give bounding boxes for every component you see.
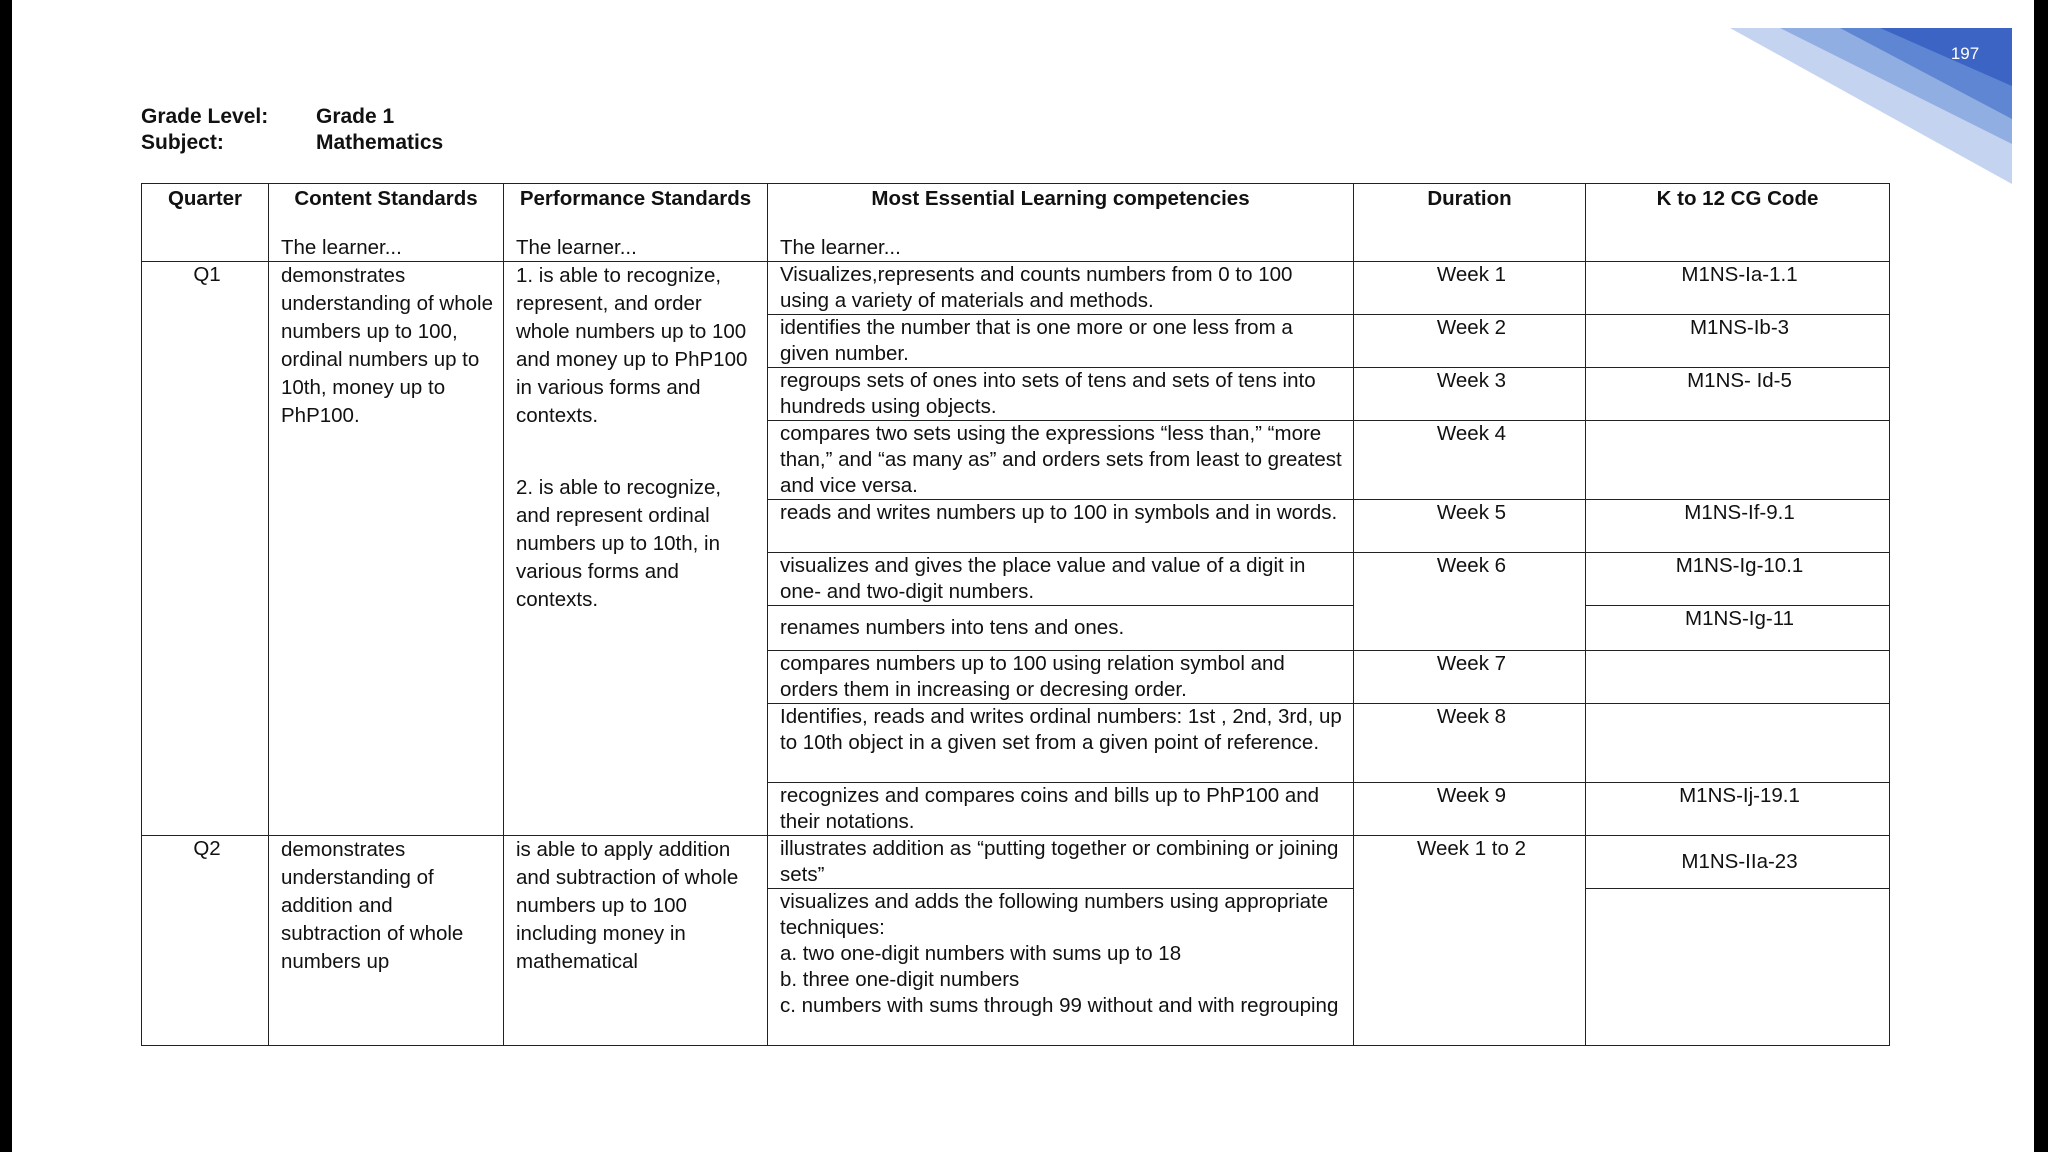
- duration-cell: Week 1 to 2: [1354, 836, 1586, 1046]
- competency-cell: identifies the number that is one more or one less from a given number.: [768, 315, 1354, 368]
- duration-cell: Week 8: [1354, 704, 1586, 783]
- code-cell: M1NS-Ib-3: [1586, 315, 1890, 368]
- col-header-cg-code: K to 12 CG Code: [1586, 184, 1890, 262]
- subject-label: Subject:: [141, 131, 224, 154]
- code-cell: M1NS- Id-5: [1586, 368, 1890, 421]
- competency-cell: regroups sets of ones into sets of tens and sets of tens into hundreds using objects.: [768, 368, 1354, 421]
- duration-cell: Week 7: [1354, 651, 1586, 704]
- content-standard-q2: demonstrates understanding of addition and subtraction of whole numbers up: [269, 836, 504, 1046]
- duration-cell: Week 6: [1354, 553, 1586, 651]
- quarter-cell-q2: Q2: [142, 836, 269, 1046]
- col-header-melc: Most Essential Learning competencies The learner...: [768, 184, 1354, 262]
- competency-cell: renames numbers into tens and ones.: [768, 606, 1354, 651]
- col-header-performance-standards: Performance Standards The learner...: [504, 184, 768, 262]
- col-header-content-standards: Content Standards The learner...: [269, 184, 504, 262]
- table-row: [142, 836, 1890, 889]
- performance-standard-q2: is able to apply addition and subtraction of whole numbers up to 100 including money in mathematical: [504, 836, 768, 1046]
- competency-cell: reads and writes numbers up to 100 in symbols and in words.: [768, 500, 1354, 553]
- quarter-cell-q1: Q1: [142, 262, 269, 836]
- code-cell: M1NS-Ij-19.1: [1586, 783, 1890, 836]
- left-frame-bar: [0, 0, 12, 1152]
- code-cell: M1NS-Ig-11: [1586, 606, 1890, 651]
- subject-value: Mathematics: [316, 131, 444, 154]
- competency-cell: Visualizes,represents and counts numbers from 0 to 100 using a variety of materials and methods.: [768, 262, 1354, 315]
- code-cell: [1586, 704, 1890, 783]
- learner-label: The learner...: [516, 236, 637, 259]
- learner-label: The learner...: [281, 236, 402, 259]
- performance-standard-1: 1. is able to recognize, represent, and order whole numbers up to 100 and money up to PhP100 in various forms and contexts.: [516, 264, 748, 427]
- col-header-duration: Duration: [1354, 184, 1586, 262]
- duration-cell: Week 9: [1354, 783, 1586, 836]
- code-cell: [1586, 651, 1890, 704]
- learner-label: The learner...: [780, 236, 901, 259]
- table-row: [142, 262, 1890, 315]
- competency-cell: recognizes and compares coins and bills up to PhP100 and their notations.: [768, 783, 1354, 836]
- competency-cell: [768, 889, 1354, 1046]
- performance-standard-2: 2. is able to recognize, and represent ordinal numbers up to 10th, in various forms and contexts.: [516, 476, 722, 611]
- page-number: 197: [1950, 44, 1980, 63]
- table-header-row: [142, 184, 1890, 262]
- competency-cell: compares two sets using the expressions “less than,” “more than,” and “as many as” and orders sets from least to greatest and vice versa.: [768, 421, 1354, 500]
- competency-cell: compares numbers up to 100 using relation symbol and orders them in increasing or decresing order.: [768, 651, 1354, 704]
- code-cell: [1586, 889, 1890, 1046]
- right-frame-bar: [2034, 0, 2048, 1152]
- competency-line: a. two one-digit numbers with sums up to 18: [780, 942, 1182, 965]
- code-cell: [1586, 421, 1890, 500]
- duration-cell: Week 1: [1354, 262, 1586, 315]
- duration-cell: Week 3: [1354, 368, 1586, 421]
- curriculum-table: [141, 183, 1890, 1046]
- code-cell: M1NS-IIa-23: [1586, 836, 1890, 889]
- competency-line: b. three one-digit numbers: [780, 968, 1020, 991]
- code-cell: M1NS-Ig-10.1: [1586, 553, 1890, 606]
- content-standard-q1: demonstrates understanding of whole numbers up to 100, ordinal numbers up to 10th, money up to PhP100.: [269, 262, 504, 836]
- competency-line: c. numbers with sums through 99 without and with regrouping: [780, 994, 1339, 1017]
- performance-standard-q1: [504, 262, 768, 836]
- duration-cell: Week 4: [1354, 421, 1586, 500]
- grade-level-value: Grade 1: [316, 105, 395, 128]
- col-header-quarter: Quarter: [142, 184, 269, 262]
- competency-cell: illustrates addition as “putting together or combining or joining sets”: [768, 836, 1354, 889]
- code-cell: M1NS-Ia-1.1: [1586, 262, 1890, 315]
- competency-line: visualizes and adds the following numbers using appropriate techniques:: [780, 890, 1329, 939]
- code-cell: M1NS-If-9.1: [1586, 500, 1890, 553]
- competency-cell: Identifies, reads and writes ordinal numbers: 1st , 2nd, 3rd, up to 10th object in a given set from a given point of reference.: [768, 704, 1354, 783]
- competency-cell: visualizes and gives the place value and value of a digit in one- and two-digit numbers.: [768, 553, 1354, 606]
- grade-level-label: Grade Level:: [141, 105, 269, 128]
- duration-cell: Week 5: [1354, 500, 1586, 553]
- duration-cell: Week 2: [1354, 315, 1586, 368]
